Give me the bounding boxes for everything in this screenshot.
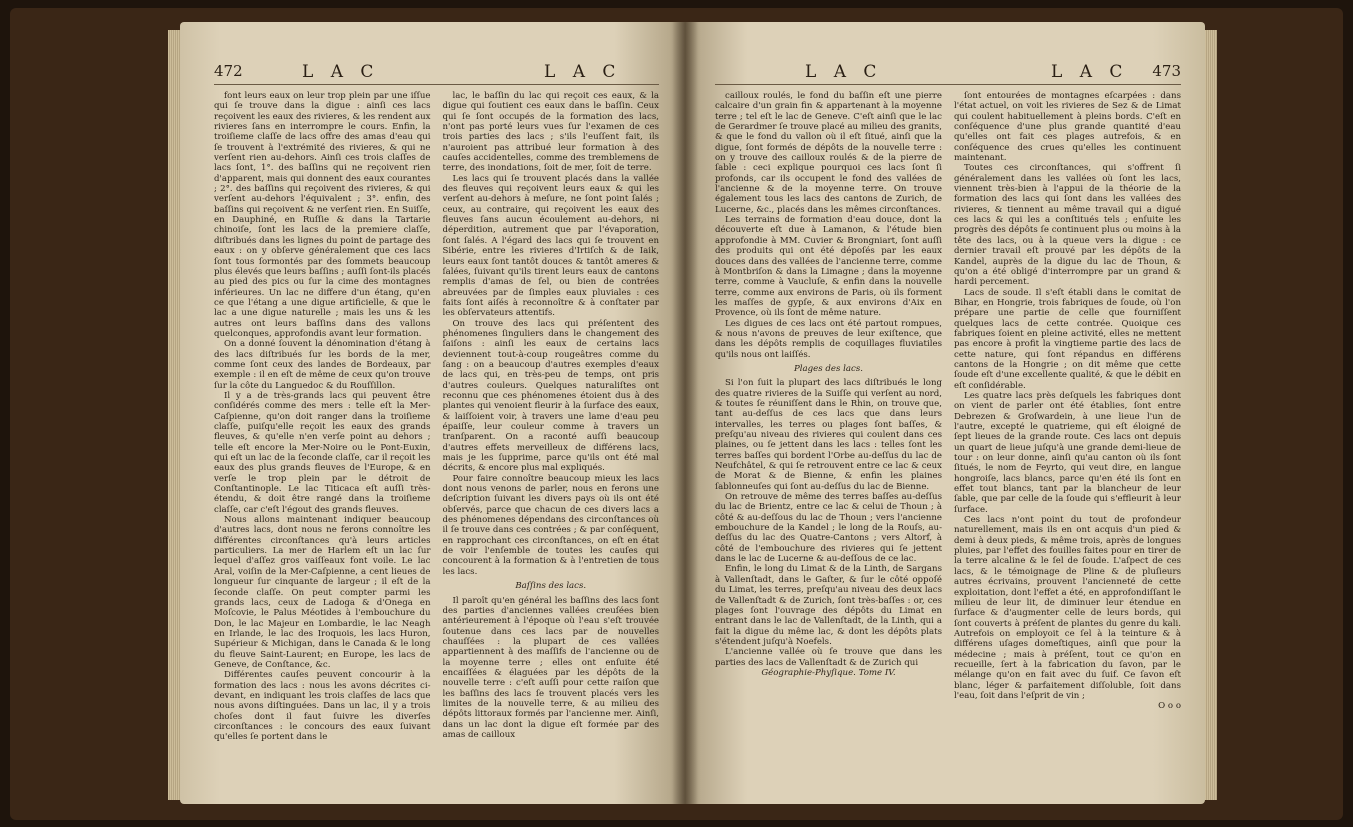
right-headword-1: L A C bbox=[805, 62, 883, 82]
paragraph: cailloux roulés, le fond du baſſin eſt une pierre calcaire d'un grain fin & appartenant à la moyenne terre ; tel eſt le lac de Geneve. C'eſt ainſi que le lac de Gerardmer ſe trouve placé au milieu des granits, & que le fond du vallon où il eſt ſitué, ainſi que la digue, ſont formés de dépôts de la nouvelle terre : on y trouve des cailloux roulés & de la pierre de ſable : ceci explique pourquoi ces lacs ſont ſi profonds, car ils occupent le fond des vallées de l'ancienne & de la moyenne terre. On trouve également tous les lacs des cantons de Zurich, de Lucerne, &c., placés dans les mêmes circonſtances. bbox=[715, 91, 942, 215]
paragraph: Les lacs qui ſe trouvent placés dans la vallée des fleuves qui reçoivent leurs eaux & qui les verſent au-dehors à meſure, ne ſont point ſalés ; ceux, au contraire, qui reçoivent les eaux des fleuves ſans aucun écoulement au-dehors, ni déperdition, autrement que par l'évaporation, ſont ſalés. A l'égard des lacs qui ſe trouvent en Sibérie, entre les rivieres d'Irtiſch & de Iaik, leurs eaux ſont tantôt douces & tantôt ameres & ſalées, ſuivant qu'ils tirent leurs eaux de cantons remplis d'amas de ſel, ou bien de contrées abreuvées par de ſimples eaux pluviales : ces faits ſont aiſés à reconnoître & à conſtater par les obſervateurs attentifs. bbox=[442, 173, 659, 319]
left-headword-2: L A C bbox=[544, 62, 622, 82]
right-page-number: 473 bbox=[1152, 62, 1181, 80]
book-gutter bbox=[672, 22, 698, 804]
paragraph: On retrouve de même des terres baſſes au-deſſus du lac de Brientz, entre ce lac & celui de Thoun ; à côté & au-deſſous du lac de Thoun ; vers l'ancienne embouchure de la Kandel ; le long de la Rouſs, au-deſſus du lac des Quatre-Cantons ; vers Altorf, à côté de l'embouchure des rivieres qui ſe jettent dans le lac de Lucerne & au-deſſous de ce lac. bbox=[715, 492, 942, 565]
paragraph: lac, le baſſin du lac qui reçoit ces eaux, & la digue qui ſoutient ces eaux dans le baſſin. Ceux qui ſe ſont occupés de la formation des lacs, n'ont pas porté leurs vues ſur l'examen de ces trois parties des lacs ; s'ils l'euſſent fait, ils n'auroient pas attribué leur formation à des cauſes accidentelles, comme des tremblemens de terre, des inondations, ſoit de mer, ſoit de terre. bbox=[442, 91, 659, 174]
page-edges-right bbox=[1203, 30, 1217, 800]
right-page bbox=[685, 22, 1205, 804]
paragraph: L'ancienne vallée où ſe trouve que dans les parties des lacs de Vallenſtadt & de Zurich qui bbox=[715, 647, 942, 668]
paragraph: On a donné ſouvent la dénomination d'étang à des lacs diſtribués ſur les bords de la mer, comme ſont ceux des landes de Bordeaux, par exemple : il en eſt de même de ceux qu'on trouve ſur la côte du Languedoc & du Rouſſillon. bbox=[214, 339, 431, 391]
left-page-header bbox=[214, 62, 659, 85]
paragraph: On trouve des lacs qui préſentent des phénomenes ſinguliers dans le changement des ſaiſons : ainſi les eaux de certains lacs deviennent tout-à-coup rougeâtres comme du ſang : on a beaucoup d'autres exemples d'eaux de lacs qui, en très-peu de temps, ont pris d'autres couleurs. Quelques naturaliſtes ont reconnu que ces phénomenes étoient dus à des plantes qui venoient fleurir à la ſurface des eaux, & laiſſoient voir, à travers une lame d'eau peu épaiſſe, leur couleur comme à travers un tranſparent. On a raconté auſſi beaucoup d'autres effets merveilleux de différens lacs, mais je les ſupprime, parce qu'ils ont été mal décrits, & encore plus mal expliqués. bbox=[442, 318, 659, 474]
paragraph: Les terrains de formation d'eau douce, dont la découverte eſt due à Lamanon, & l'étude bien approfondie à MM. Cuvier & Brongniart, ſont auſſi des produits qui ont été dépoſés par les eaux douces dans des vallées de l'ancienne terre, comme à Montbriſon & dans la Limagne ; dans la moyenne terre, comme à Vaucluſe, & enfin dans la nouvelle terre, comme aux environs de Paris, où ils forment les maſſes de gypſe, & aux environs d'Aix en Provence, où ils ſont de même nature. bbox=[715, 215, 942, 319]
paragraph: Les digues de ces lacs ont été partout rompues, & nous n'avons de preuves de leur exiſtence, que dans les dépôts remplis de coquillages fluviatiles qu'ils nous ont laiſſés. bbox=[715, 318, 942, 360]
right-column-2 bbox=[954, 91, 1181, 767]
paragraph: Il paroît qu'en général les baſſins des lacs ſont des parties d'anciennes vallées creuſées bien antérieurement à l'époque où l'eau s'eſt trouvée ſoutenue dans ces lacs par de nouvelles chauſſées : la plupart de ces vallées appartiennent à des maſſifs de l'ancienne ou de la moyenne terre ; elles ont enſuite été encaiſſées & élaguées par les dépôts de la nouvelle terre : c'eſt auſſi pour cette raiſon que les baſſins des lacs ſe trouvent placés vers les limites de la nouvelle terre, & au milieu des dépôts littoraux formés par l'ancienne mer. Ainſi, dans un lac dont la digue eſt formée par des amas de cailloux bbox=[442, 595, 659, 740]
paragraph: Pour faire connoître beaucoup mieux les lacs dont nous venons de parler, nous en ferons une deſcription ſuivant les divers pays où ils ont été obſervés, parce que chacun de ces divers lacs a des phénomenes dépendans des circonſtances où il ſe trouve dans ces contrées ; & par conſéquent, en rapprochant ces circonſtances, on eſt en état de voir l'enſemble de toutes les cauſes qui concourent à la formation & à l'entretien de tous les lacs. bbox=[442, 473, 659, 577]
paragraph: Ces lacs n'ont point du tout de profondeur naturellement, mais ils en ont acquis d'un pied & demi à deux pieds, & même trois, après de longues pluies, par l'effet des fouilles faites pour en tirer de la terre alcaline & le ſel de ſoude. L'aſpect de ces lacs, & le témoignage de Pline & de pluſieurs autres écrivains, prouvent l'ancienneté de cette exploitation, dont l'effet a été, en approfondiſſant le milieu de leur lit, de diminuer leur étendue en ſurface & d'augmenter celle de leurs bords, qui ſont couverts à préſent de plantes du genre du kali. Autrefois on employoit ce ſel à la teinture & à différens uſages domeſtiques, ainſi que pour la médecine ; mais à préſent, tout ce qu'on en recueille, ſert à la fabrication du ſavon, par le mélange qu'on en fait avec du ſuif. Ce ſavon eſt blanc, léger & parfaitement diſſoluble, ſoit dans l'eau, ſoit dans l'eſprit de vin ; bbox=[954, 515, 1181, 701]
paragraph: Enfin, le long du Limat & de la Linth, de Sargans à Vallenſtadt, dans le Gaſter, & ſur le côté oppoſé du Limat, les terres, preſqu'au niveau des deux lacs de Vallenſtadt & de Zurich, ſont très-baſſes : or, ces plages ſont l'ouvrage des dépôts du Limat en entrant dans le lac de Vallenſtadt, de la Linth, qui a fait la digue du même lac, & dont les dépôts plats s'étendent juſqu'à Noefels. bbox=[715, 564, 942, 647]
paragraph: Il y a de très-grands lacs qui peuvent être conſidérés comme des mers : telle eſt la Mer-Caſpienne, qu'on doit ranger dans la troiſieme claſſe, puiſqu'elle reçoit les eaux des grands fleuves, & qu'elle n'en verſe point au dehors ; telle eſt encore la Mer-Noire ou le Pont-Euxin, qui eſt un lac de la ſeconde claſſe, car il reçoit les eaux des plus grands fleuves de l'Europe, & en verſe le trop plein par le détroit de Conſtantinople. Le lac Titicaca eſt auſſi très-étendu, & doit être rangé dans la troiſieme claſſe, car c'eſt l'égout des grands fleuves. bbox=[214, 390, 431, 515]
left-headword-1: L A C bbox=[302, 62, 380, 82]
paragraph: Si l'on ſuit la plupart des lacs diſtribués le long des quatre rivieres de la Suiſſe qui verſent au nord, & toutes ſe réuniſſent dans le Rhin, on trouve que, tant au-deſſus de ces lacs que dans leurs intervalles, les terres ou plages ſont baſſes, & preſqu'au niveau des rivieres qui coulent dans ces plaines, ou ſe jettent dans les lacs : telles ſont les terres baſſes qui bordent l'Orbe au-deſſus du lac de Neufchâtel, & qui ſe retrouvent entre ce lac & ceux de Morat & de Bienne, & enfin les plaines ſablonneuſes qui ſont au-deſſus du lac de Bienne. bbox=[715, 378, 942, 492]
paragraph: Nous allons maintenant indiquer beaucoup d'autres lacs, dont nous ne ferons connoître les différentes circonſtances qu'à leurs articles particuliers. La mer de Harlem eſt un lac ſur lequel d'aſſez gros vaiſſeaux font voile. Le lac Aral, voiſin de la Mer-Caſpienne, a cent lieues de longueur ſur cinquante de largeur ; il eſt de la ſeconde claſſe. On peut compter parmi les grands lacs, ceux de Ladoga & d'Onega en Moſcovie, le Palus Méotides à l'embouchure du Don, le lac Majeur en Lombardie, le lac Neagh en Irlande, le lac des Iroquois, les lacs Huron, Supérieur & Michigan, dans le Canada & le long du fleuve Saint-Laurent; en Europe, les lacs de Geneve, de Conſtance, &c. bbox=[214, 515, 431, 670]
section-heading: Plages des lacs. bbox=[794, 363, 863, 374]
section-heading: Baſſins des lacs. bbox=[515, 581, 587, 592]
gathering-signature: O o o bbox=[1158, 701, 1181, 712]
right-headword-2: L A C bbox=[1051, 62, 1129, 82]
paragraph: Lacs de soude. Il s'eſt établi dans le comitat de Bihar, en Hongrie, trois fabriques de ſoude, où l'on prépare une partie de celle que fourniſſent quelques lacs de cette contrée. Quoique ces fabriques ſoient en pleine activité, elles ne mettent pas encore à profit la vingtieme partie des lacs de cette nature, qui ſont répandus en différens cantons de la Hongrie ; on dit même que cette ſoude eſt d'une excellente qualité, & que le débit en eſt conſidérable. bbox=[954, 287, 1181, 391]
left-column-1 bbox=[214, 91, 431, 767]
right-page-header bbox=[715, 62, 1181, 85]
paragraph: font leurs eaux on leur trop plein par une iſſue qui ſe trouve dans la digue : ainſi ces lacs reçoivent les eaux des rivieres, & les rendent aux rivieres ſans en interrompre le cours. Enfin, la troiſieme claſſe de lacs offre des amas d'eau qui ſe trouvent à l'extrémité des rivieres, & qui ne verſent rien au-dehors. Ainſi ces trois claſſes de lacs ſont, 1°. des baſſins qui ne reçoivent rien d'apparent, mais qui donnent des eaux courantes ; 2°. des baſſins qui reçoivent des rivieres, & qui verſent au-dehors l'équivalent ; 3°. enfin, des baſſins qui reçoivent & ne verſent rien. En Suiſſe, en Dauphiné, en Ruſſie & dans la Tartarie chinoiſe, ſont les lacs de la premiere claſſe, diſtribués dans les lignes du point de partage des eaux : on y obſerve généralement que ces lacs ſont tous ſormontés par des ſommets beaucoup plus élevés que leurs baſſins ; auſſi ſont-ils placés au pied des pics ou ſur la cime des montagnes inférieures. Un lac ne differe d'un étang, qu'en ce que l'étang a une digue artificielle, & que le lac a une digue naturelle ; mais les uns & les autres ont leurs baſſins dans des vallons quelconques, approfondis avant leur formation. bbox=[214, 91, 431, 339]
paragraph: ſont entourées de montagnes eſcarpées : dans l'état actuel, on voit les rivieres de Sez & de Limat qui coulent habituellement à pleins bords. C'eſt en conſéquence d'une plus grande quantité d'eau qu'elles ont fait ces plages autrefois, & en conſéquence des crues qu'elles les continuent maintenant. bbox=[954, 91, 1181, 164]
left-page bbox=[180, 22, 685, 804]
right-column-1 bbox=[715, 91, 942, 767]
right-page-columns bbox=[715, 91, 1181, 767]
left-page-columns bbox=[214, 91, 659, 767]
volume-signature: Géographie-Phyſique. Tome IV. bbox=[761, 667, 896, 678]
left-column-2 bbox=[443, 91, 660, 767]
paragraph: Toutes ces circonſtances, qui s'offrent ſi généralement dans les vallées où ſont les lacs, viennent très-bien à l'appui de la théorie de la formation des lacs qui ſont dans les vallées des rivieres, & tiennent au même travail qui a digué ces lacs & qui les a conſtitués tels ; enſuite les progrès des dépôts ſe continuent plus ou moins à la tête des lacs, ou à la queue vers la digue : ce dernier travail eſt prouvé par les dépôts de la Kandel, auprès de la digue du lac de Thoun, & qu'on a été obligé d'interrompre par un grand & hardi percement. bbox=[954, 163, 1181, 288]
left-page-number: 472 bbox=[214, 62, 243, 80]
paragraph: Les quatre lacs près deſquels les fabriques dont on vient de parler ont été établies, ſont entre Debrezen & Groſwardein, à une lieue l'un de l'autre, excepté le quatrieme, qui eſt éloigné de ſept lieues de la grande route. Ces lacs ont depuis un quart de lieue juſqu'à une grande demi-lieue de tour : on leur donne, ainſi qu'au canton où ils ſont ſitués, le nom de Feyrto, qui veut dire, en langue hongroiſe, lacs blancs, parce qu'en été ils ſont en effet tout blancs, tant par la blancheur de leur ſable, que par celle de la ſoude qui s'effleurit à leur ſurface. bbox=[954, 390, 1181, 515]
paragraph: Différentes cauſes peuvent concourir à la formation des lacs : nous les avons décrites ci-devant, en indiquant les trois claſſes de lacs que nous avons diſtinguées. Dans un lac, il y a trois choſes dont il faut ſuivre les diverſes circonſtances : le concours des eaux ſuivant qu'elles ſe portent dans le bbox=[214, 670, 431, 743]
